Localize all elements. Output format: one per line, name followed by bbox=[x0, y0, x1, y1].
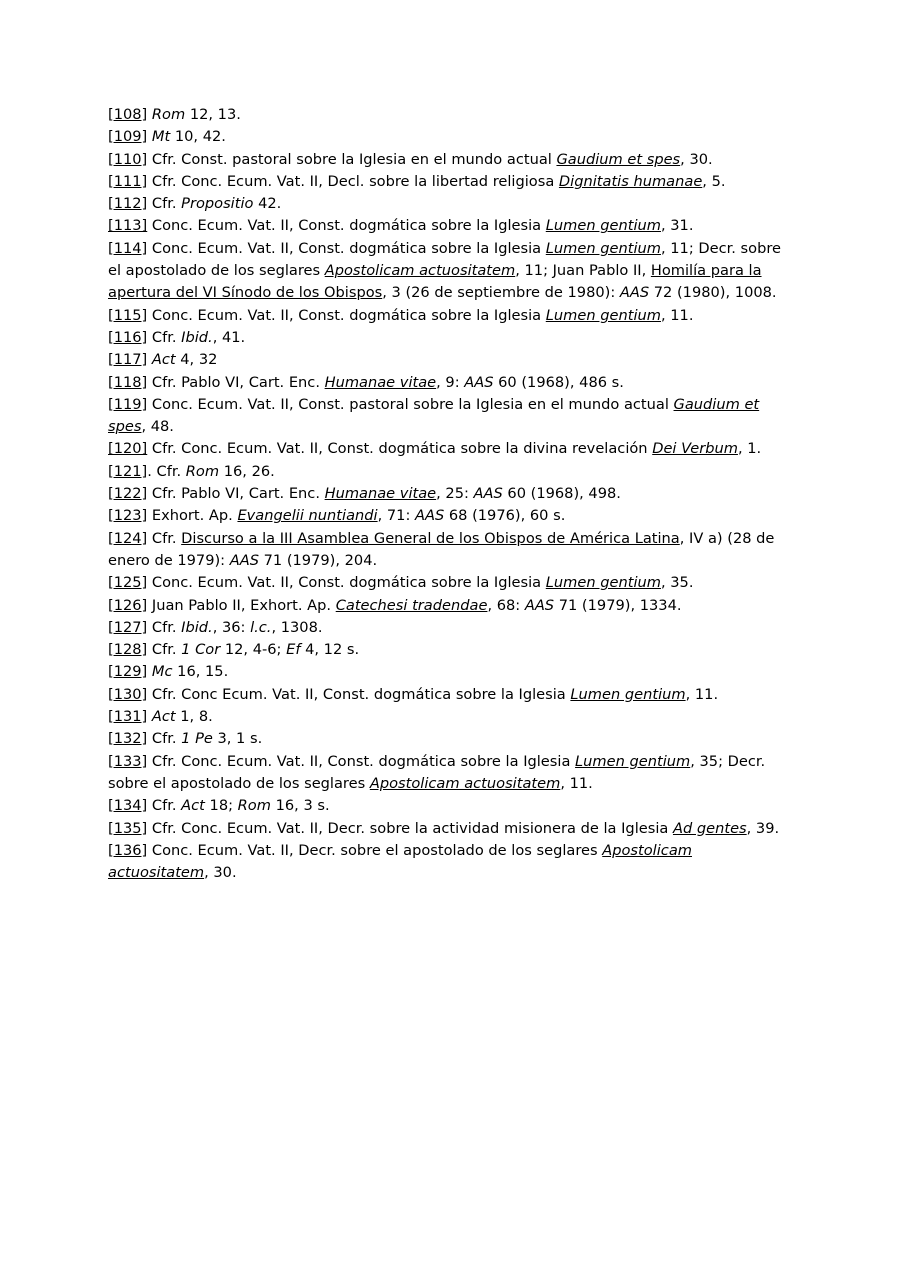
footnote-text: Gaudium et spes bbox=[108, 395, 760, 436]
footnote-item bbox=[108, 572, 797, 594]
footnote-text: , 36: bbox=[212, 618, 251, 636]
footnote-text: Juan Pablo II, Exhort. Ap. bbox=[147, 596, 336, 614]
footnote-text: 4, 12 s. bbox=[300, 641, 360, 659]
footnote-text: 16, 26. bbox=[219, 462, 275, 480]
footnote-text: 4, 32 bbox=[175, 351, 218, 369]
footnote-text: Apostolicam actuositatem bbox=[369, 774, 561, 792]
footnote-item bbox=[108, 238, 797, 305]
footnote-text: Lumen gentium bbox=[545, 574, 661, 592]
footnote-text: Cfr. Const. pastoral sobre la Iglesia en el mundo actual bbox=[147, 150, 557, 168]
footnote-text: Conc. Ecum. Vat. II, Const. dogmática sobre la Iglesia bbox=[147, 306, 546, 324]
footnote-text: 60 (1968), 486 s. bbox=[493, 373, 624, 391]
footnote-text: Cfr. bbox=[147, 328, 182, 346]
footnote-text: Exhort. Ap. bbox=[147, 507, 238, 525]
footnote-text: Conc. Ecum. Vat. II, Const. dogmática sobre la Iglesia bbox=[147, 217, 546, 235]
footnote-item bbox=[108, 728, 797, 750]
footnote-item bbox=[108, 617, 797, 639]
footnote-text: 42. bbox=[253, 195, 282, 213]
footnote-text: 71 (1979), 204. bbox=[258, 551, 378, 569]
footnote-text: , IV a) (28 de enero de 1979): bbox=[108, 529, 775, 569]
footnote-text: AAS bbox=[473, 485, 503, 503]
footnote-text: Act bbox=[151, 708, 176, 726]
footnote-text: 1 Cor bbox=[181, 641, 221, 659]
footnote-text: AAS bbox=[415, 507, 445, 525]
footnote-text: Lumen gentium bbox=[570, 685, 686, 703]
footnote-text: Mt bbox=[151, 128, 171, 146]
footnote-item bbox=[108, 528, 797, 573]
footnote-text: AAS bbox=[619, 284, 650, 302]
footnote-marker[interactable]: [131] bbox=[108, 708, 148, 726]
footnote-text: , 35; Decr. sobre el apostolado de los seglares bbox=[108, 752, 766, 792]
footnote-marker[interactable]: [135] bbox=[108, 819, 148, 837]
footnote-item bbox=[108, 372, 797, 394]
footnote-text: 72 (1980), 1008. bbox=[649, 284, 777, 302]
footnote-text: , 9: bbox=[436, 373, 465, 391]
footnote-marker[interactable]: [130] bbox=[108, 685, 148, 703]
footnote-item bbox=[108, 639, 797, 661]
footnote-marker[interactable]: [126] bbox=[108, 596, 148, 614]
footnote-marker[interactable]: [117] bbox=[108, 351, 148, 369]
footnote-item bbox=[108, 394, 797, 439]
footnote-item bbox=[108, 595, 797, 617]
footnote-text: , 25: bbox=[436, 485, 474, 503]
footnote-text: , 1308. bbox=[271, 618, 323, 636]
footnote-item bbox=[108, 438, 797, 460]
footnote-text: Ibid. bbox=[181, 618, 213, 636]
footnote-text: Cfr. Conc. Ecum. Vat. II, Const. dogmática sobre la divina revelación bbox=[147, 440, 653, 458]
footnote-item bbox=[108, 505, 797, 527]
footnote-text: Cfr. Pablo VI, Cart. Enc. bbox=[147, 485, 325, 503]
footnote-text: , 30. bbox=[204, 864, 237, 882]
footnote-marker[interactable]: [113] bbox=[108, 217, 148, 235]
footnote-text: 60 (1968), 498. bbox=[502, 485, 621, 503]
footnote-text: , 11; Decr. sobre el apostolado de los seglares bbox=[108, 239, 782, 280]
footnote-text: Ef bbox=[286, 641, 301, 659]
footnote-text: , 35. bbox=[660, 574, 694, 592]
footnote-text: , 39. bbox=[746, 819, 780, 837]
footnote-text: Conc. Ecum. Vat. II, Const. dogmática sobre la Iglesia bbox=[147, 239, 546, 257]
footnote-marker[interactable]: [119] bbox=[108, 395, 148, 413]
footnote-text: 1 Pe bbox=[181, 730, 213, 748]
footnote-text: Cfr. Conc. Ecum. Vat. II, Const. dogmática sobre la Iglesia bbox=[147, 752, 576, 770]
footnote-item bbox=[108, 104, 797, 126]
footnote-text: Ad gentes bbox=[672, 819, 747, 837]
footnote-text: , 71: bbox=[377, 507, 415, 525]
footnote-text: Propositio bbox=[181, 195, 254, 213]
footnote-marker[interactable]: [127] bbox=[108, 618, 148, 636]
footnote-text: Ibid. bbox=[181, 328, 213, 346]
footnote-text: , 41. bbox=[212, 328, 246, 346]
footnote-item bbox=[108, 795, 797, 817]
footnote-text: Cfr. bbox=[147, 195, 182, 213]
footnote-text: Cfr. Pablo VI, Cart. Enc. bbox=[147, 373, 325, 391]
footnote-text: , 3 (26 de septiembre de 1980): bbox=[382, 284, 620, 302]
footnote-text: Dei Verbum bbox=[652, 440, 738, 458]
footnote-text: Cfr. bbox=[147, 618, 182, 636]
footnote-text: , 68: bbox=[487, 596, 525, 614]
footnote-item bbox=[108, 193, 797, 215]
footnote-text: , 5. bbox=[702, 172, 726, 190]
footnote-text: Conc. Ecum. Vat. II, Const. pastoral sobre la Iglesia en el mundo actual bbox=[147, 395, 674, 413]
footnote-marker[interactable]: [114] bbox=[108, 239, 148, 257]
footnote-text: Cfr. Conc. Ecum. Vat. II, Decr. sobre la actividad misionera de la Iglesia bbox=[147, 819, 673, 837]
footnote-item bbox=[108, 706, 797, 728]
footnote-text: Discurso a la III Asamblea General de los Obispos de América Latina bbox=[181, 529, 680, 547]
footnote-item bbox=[108, 818, 797, 840]
footnote-text: Humanae vitae bbox=[324, 373, 437, 391]
footnote-text: Conc. Ecum. Vat. II, Decr. sobre el apostolado de los seglares bbox=[147, 841, 603, 859]
footnote-item bbox=[108, 349, 797, 371]
footnote-text: Cfr. bbox=[147, 529, 182, 547]
footnote-text: Dignitatis humanae bbox=[558, 172, 703, 190]
footnote-text: 68 (1976), 60 s. bbox=[444, 507, 566, 525]
footnote-item bbox=[108, 327, 797, 349]
footnote-marker[interactable]: [123] bbox=[108, 507, 148, 525]
footnote-text: Mc bbox=[151, 663, 173, 681]
footnote-text: , 48. bbox=[141, 418, 174, 436]
footnote-text: , 31. bbox=[660, 217, 694, 235]
footnote-text: Lumen gentium bbox=[545, 306, 661, 324]
footnote-text: , 11. bbox=[685, 685, 719, 703]
footnote-text: , 11; Juan Pablo II, bbox=[515, 262, 651, 280]
footnote-text: Evangelii nuntiandi bbox=[237, 507, 378, 525]
footnote-text: Apostolicam actuositatem bbox=[324, 262, 516, 280]
footnote-text: , 30. bbox=[680, 150, 713, 168]
footnote-text: 3, 1 s. bbox=[212, 730, 263, 748]
footnote-marker[interactable]: [129] bbox=[108, 663, 148, 681]
footnote-text: Cfr. bbox=[147, 730, 182, 748]
footnote-text: 12, 4-6; bbox=[220, 641, 287, 659]
footnote-marker[interactable]: [124] bbox=[108, 529, 148, 547]
footnote-text: Apostolicam actuositatem bbox=[108, 841, 692, 882]
footnote-text: Catechesi tradendae bbox=[335, 596, 488, 614]
footnote-marker[interactable]: [118] bbox=[108, 373, 148, 391]
footnote-item bbox=[108, 661, 797, 683]
footnote-text: . Cfr. bbox=[147, 462, 186, 480]
footnote-text: 1, 8. bbox=[175, 708, 213, 726]
footnote-marker[interactable]: [134] bbox=[108, 797, 148, 815]
footnote-marker[interactable]: [133] bbox=[108, 752, 148, 770]
footnote-item bbox=[108, 305, 797, 327]
footnote-text: Lumen gentium bbox=[545, 239, 661, 257]
footnote-list bbox=[108, 104, 797, 884]
footnote-text: 18; bbox=[204, 797, 238, 815]
footnote-marker[interactable]: [110] bbox=[108, 150, 148, 168]
footnote-marker[interactable]: [128] bbox=[108, 641, 148, 659]
footnote-text: Act bbox=[151, 351, 176, 369]
footnote-text: Gaudium et spes bbox=[556, 150, 681, 168]
footnote-text: , 11. bbox=[560, 774, 593, 792]
footnote-text: Homilía para la apertura del VI Sínodo de los Obispos bbox=[108, 262, 762, 302]
footnote-marker[interactable]: [112] bbox=[108, 195, 148, 213]
footnote-marker[interactable]: [115] bbox=[108, 306, 148, 324]
footnote-text: 10, 42. bbox=[170, 128, 226, 146]
footnote-text: AAS bbox=[524, 596, 555, 614]
footnote-text: 12, 13. bbox=[185, 106, 241, 123]
footnote-item bbox=[108, 171, 797, 193]
footnote-text: l.c. bbox=[250, 618, 272, 636]
footnote-marker[interactable]: [122] bbox=[108, 485, 148, 503]
footnote-text: Cfr. Conc. Ecum. Vat. II, Decl. sobre la libertad religiosa bbox=[147, 172, 559, 190]
footnote-text: AAS bbox=[464, 373, 494, 391]
footnote-item bbox=[108, 751, 797, 796]
footnote-text: Lumen gentium bbox=[575, 752, 691, 770]
footnote-text: , 11. bbox=[660, 306, 694, 324]
footnote-text: Lumen gentium bbox=[545, 217, 661, 235]
footnote-item bbox=[108, 483, 797, 505]
footnote-text: Cfr. bbox=[147, 641, 182, 659]
footnote-marker[interactable]: [121] bbox=[108, 462, 148, 480]
footnote-text: AAS bbox=[229, 551, 259, 569]
footnote-marker[interactable]: [116] bbox=[108, 328, 148, 346]
footnote-marker[interactable]: [108] bbox=[108, 106, 148, 123]
footnote-text: Humanae vitae bbox=[324, 485, 437, 503]
footnote-text: Cfr. bbox=[147, 797, 182, 815]
footnote-text: Rom bbox=[185, 462, 220, 480]
footnote-text: 16, 15. bbox=[172, 663, 229, 681]
footnote-marker[interactable]: [109] bbox=[108, 128, 148, 146]
footnote-text: Cfr. Conc Ecum. Vat. II, Const. dogmática sobre la Iglesia bbox=[147, 685, 571, 703]
footnote-marker[interactable]: [132] bbox=[108, 730, 148, 748]
footnote-text: Rom bbox=[151, 106, 186, 123]
footnote-item bbox=[108, 126, 797, 148]
footnote-text: 16, 3 s. bbox=[270, 797, 330, 815]
footnote-item bbox=[108, 684, 797, 706]
footnote-item bbox=[108, 149, 797, 171]
footnote-item bbox=[108, 840, 797, 885]
footnote-text: , 1. bbox=[737, 440, 762, 458]
footnote-text: Conc. Ecum. Vat. II, Const. dogmática sobre la Iglesia bbox=[147, 574, 546, 592]
footnote-text: Rom bbox=[237, 797, 271, 815]
footnote-text: 71 (1979), 1334. bbox=[554, 596, 682, 614]
footnote-text: Act bbox=[181, 797, 205, 815]
footnote-marker[interactable]: [136] bbox=[108, 841, 148, 859]
footnote-item bbox=[108, 215, 797, 237]
footnote-marker[interactable]: [125] bbox=[108, 574, 148, 592]
footnote-item bbox=[108, 461, 797, 483]
footnote-marker[interactable]: [120] bbox=[108, 440, 148, 458]
footnote-marker[interactable]: [111] bbox=[108, 172, 148, 190]
